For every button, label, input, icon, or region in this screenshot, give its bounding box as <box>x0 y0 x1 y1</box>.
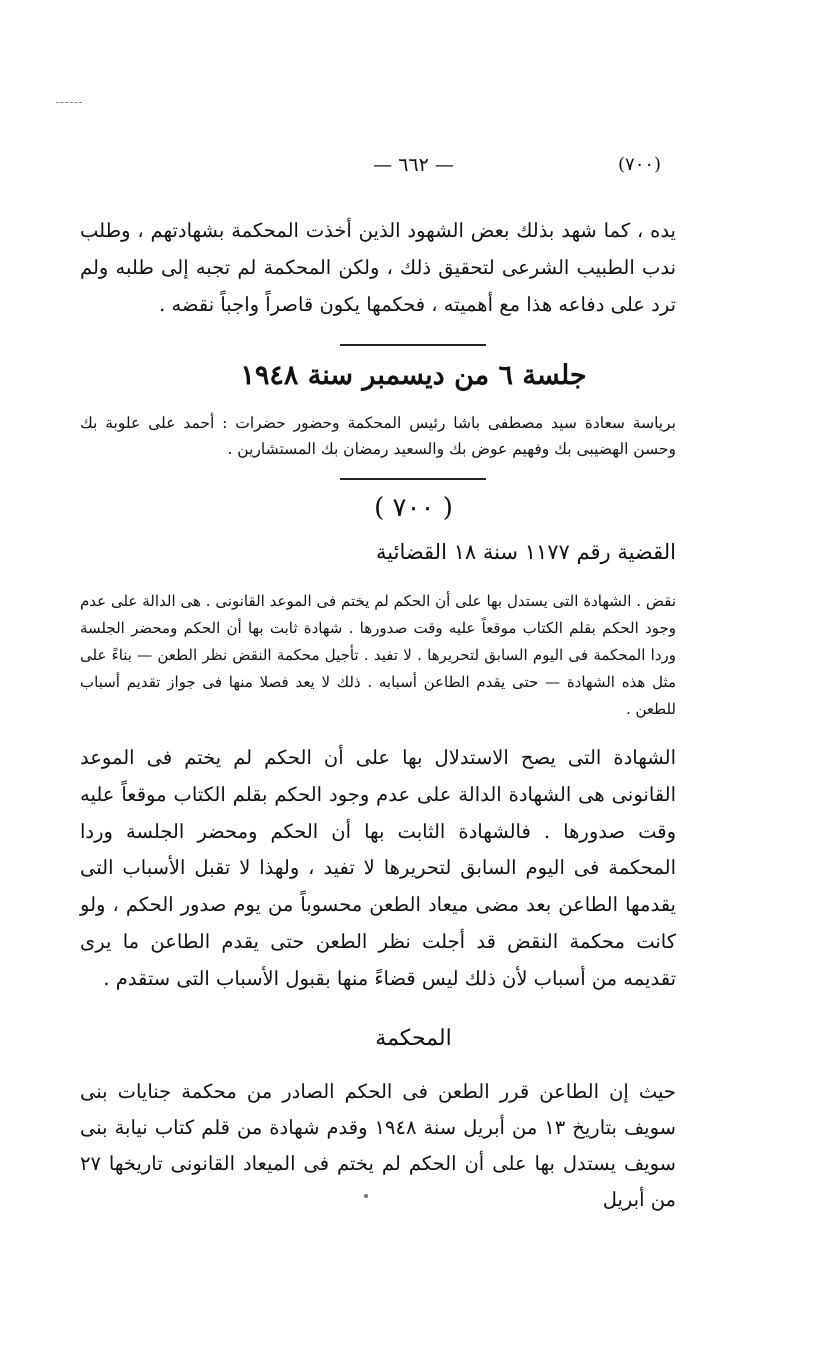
divider-bottom <box>340 478 486 480</box>
divider-top <box>340 344 486 346</box>
paragraph-top: يده ، كما شهد بذلك بعض الشهود الذين أخذت المحكمة بشهادتهم ، وطلب ندب الطبيب الشرعى لتحقيق ذلك ، ولكن المحكمة لم تجبه إلى طلبه ولم ترد على دفاعه هذا مع أهميته ، فحكمها يكون قاصراً واجباً نقضه . <box>80 219 676 316</box>
legal-principle: الشهادة التى يصح الاستدلال بها على أن الحكم لم يختم فى الموعد القانونى هى الشهادة الدالة على عدم وجود الحكم بقلم الكتاب موقعاً عليه وقت صدورها . فالشهادة الثابت بها أن الحكم ومحضر الجلسة وردا المحكمة فى اليوم السابق لتحريرها لا تفيد ، ولهذا لا تقبل الأسباب التى يقدمها الطاعن بعد مضى ميعاد الطعن محسوباً من يوم صدور الحكم ، ولو كانت محكمة النقض قد أجلت نظر الطعن حتى يقدم الطاعن ما يرى تقديمه من أسباب لأن ذلك ليس قضاءً منها بقبول الأسباب التى ستقدم . <box>80 746 676 990</box>
ruling-number: (٧٠٠) <box>618 154 662 175</box>
page-number: — ٦٦٢ — <box>373 154 454 176</box>
judgment-start: حيث إن الطاعن قرر الطعن فى الحكم الصادر من محكمة جنايات بنى سويف بتاريخ ١٣ من أبريل سنة ١٩٤٨ وقدم شهادة من قلم كتاب نيابة بنى سويف يستدل بها على أن الحكم لم يختم فى الميعاد القانونى تاريخها ٢٧ من أبريل <box>80 1080 676 1211</box>
session-title: جلسة ٦ من ديسمبر سنة ١٩٤٨ <box>240 360 587 391</box>
court-heading: المحكمة <box>375 1026 452 1051</box>
page-header <box>0 152 827 182</box>
case-number-label: ( ٧٠٠ ) <box>374 493 453 523</box>
scan-mark <box>56 102 82 103</box>
ink-dot <box>364 1194 368 1198</box>
presidency-text: برياسة سعادة سيد مصطفى باشا رئيس المحكمة وحضور حضرات : أحمد على علوبة بك وحسن الهضيبى بك وفهيم عوض بك والسعيد رمضان بك المستشارين . <box>80 414 676 458</box>
case-title: القضية رقم ١١٧٧ سنة ١٨ القضائية <box>376 540 676 564</box>
case-summary: نقض . الشهادة التى يستدل بها على أن الحكم لم يختم فى الموعد القانونى . هى الدالة على عدم وجود الحكم بقلم الكتاب موقعاً عليه وقت صدورها . شهادة ثابت بها أن الحكم ومحضر الجلسة وردا المحكمة فى اليوم السابق لتحريرها . لا تفيد . تأجيل محكمة النقض نظر الطعن — بناءً على مثل هذه الشهادة — حتى يقدم الطاعن أسبابه . ذلك لا يعد فصلا منها فى جواز تقديم أسباب للطعن . <box>80 592 676 718</box>
